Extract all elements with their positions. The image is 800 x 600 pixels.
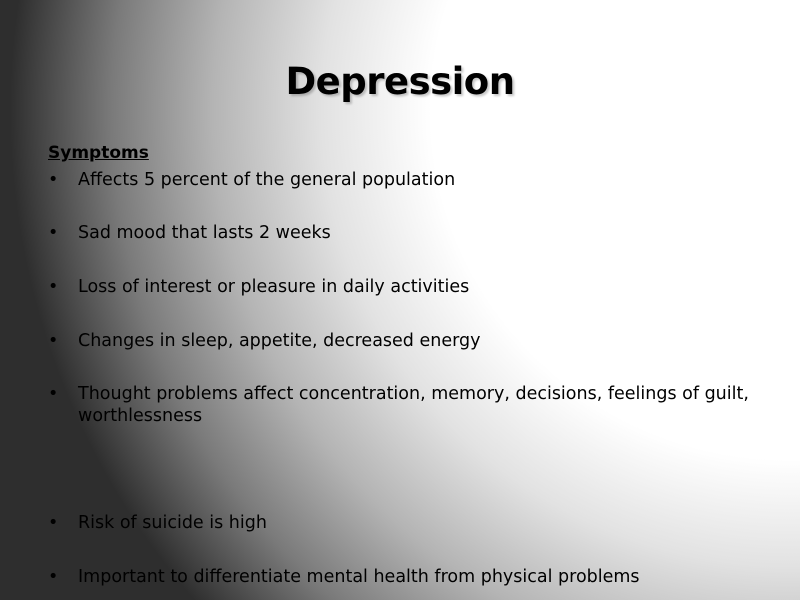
list-item: [48, 276, 760, 298]
bullet-text: Risk of suicide is high: [78, 513, 267, 533]
list-item: [48, 330, 760, 352]
bullet-text: Thought problems affect concentration, memory, decisions, feelings of guilt, worthlessness: [78, 384, 749, 426]
bullet-icon: •: [48, 513, 59, 533]
bullet-icon: •: [48, 170, 59, 190]
bullet-icon: •: [48, 223, 59, 243]
bullet-icon: •: [48, 384, 59, 404]
list-item: [48, 512, 760, 534]
list-item: [48, 222, 760, 244]
list-item: [48, 383, 760, 427]
bullet-text: Sad mood that lasts 2 weeks: [78, 223, 331, 243]
list-item: [48, 566, 760, 588]
bullet-icon: •: [48, 277, 59, 297]
slide-title: Depression: [285, 60, 515, 103]
bullet-icon: •: [48, 567, 59, 587]
bullet-icon: •: [48, 331, 59, 351]
bullet-text: Loss of interest or pleasure in daily activities: [78, 277, 470, 297]
section-heading-symptoms: Symptoms: [48, 143, 149, 163]
list-item: [48, 169, 760, 191]
bullet-text: Important to differentiate mental health from physical problems: [78, 567, 640, 587]
bullet-text: Affects 5 percent of the general population: [78, 170, 456, 190]
bullet-text: Changes in sleep, appetite, decreased energy: [78, 331, 481, 351]
